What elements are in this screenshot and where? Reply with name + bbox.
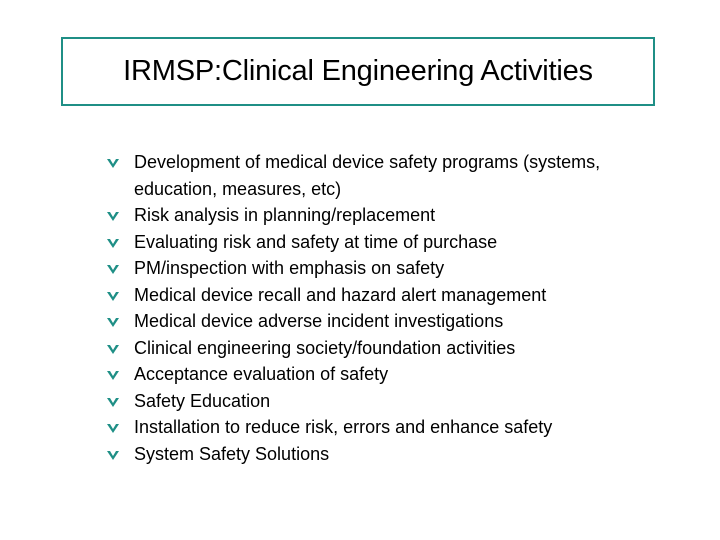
checkmark-v-icon [106,342,120,356]
bullet-text: Clinical engineering society/foundation activities [134,337,516,358]
bullet-item [106,202,666,229]
bullet-text: PM/inspection with emphasis on safety [134,258,445,278]
checkmark-v-icon [106,368,120,382]
bullet-text: Safety Education [134,390,271,411]
checkmark-v-icon [106,209,120,223]
bullet-text: Acceptance evaluation of safety [134,364,389,384]
bullet-text: Medical device recall and hazard alert management [134,284,547,305]
bullet-item [106,361,666,388]
bullet-item [106,441,666,468]
bullet-item [106,308,666,335]
checkmark-v-icon [106,315,120,329]
checkmark-v-icon [106,156,120,170]
bullet-text: Medical device adverse incident investigations [134,311,504,331]
checkmark-v-icon [106,448,120,462]
bullet-item [106,282,666,309]
checkmark-v-icon [106,289,120,303]
bullet-text: System Safety Solutions [134,443,330,464]
bullet-text: Installation to reduce risk, errors and enhance safety [134,417,553,437]
bullet-item [106,388,666,415]
checkmark-v-icon [106,262,120,276]
bullet-text: Evaluating risk and safety at time of purchase [134,231,498,252]
bullet-list [106,149,666,467]
slide-title: IRMSP:Clinical Engineering Activities [123,55,593,87]
title-box [61,37,655,106]
bullet-item [106,149,666,202]
bullet-item [106,229,666,256]
bullet-item [106,255,666,282]
bullet-text: Development of medical device safety programs (systems, education, measures, etc) [134,152,601,199]
checkmark-v-icon [106,236,120,250]
checkmark-v-icon [106,395,120,409]
bullet-item [106,335,666,362]
bullet-item [106,414,666,441]
bullet-text: Risk analysis in planning/replacement [134,205,436,225]
checkmark-v-icon [106,421,120,435]
